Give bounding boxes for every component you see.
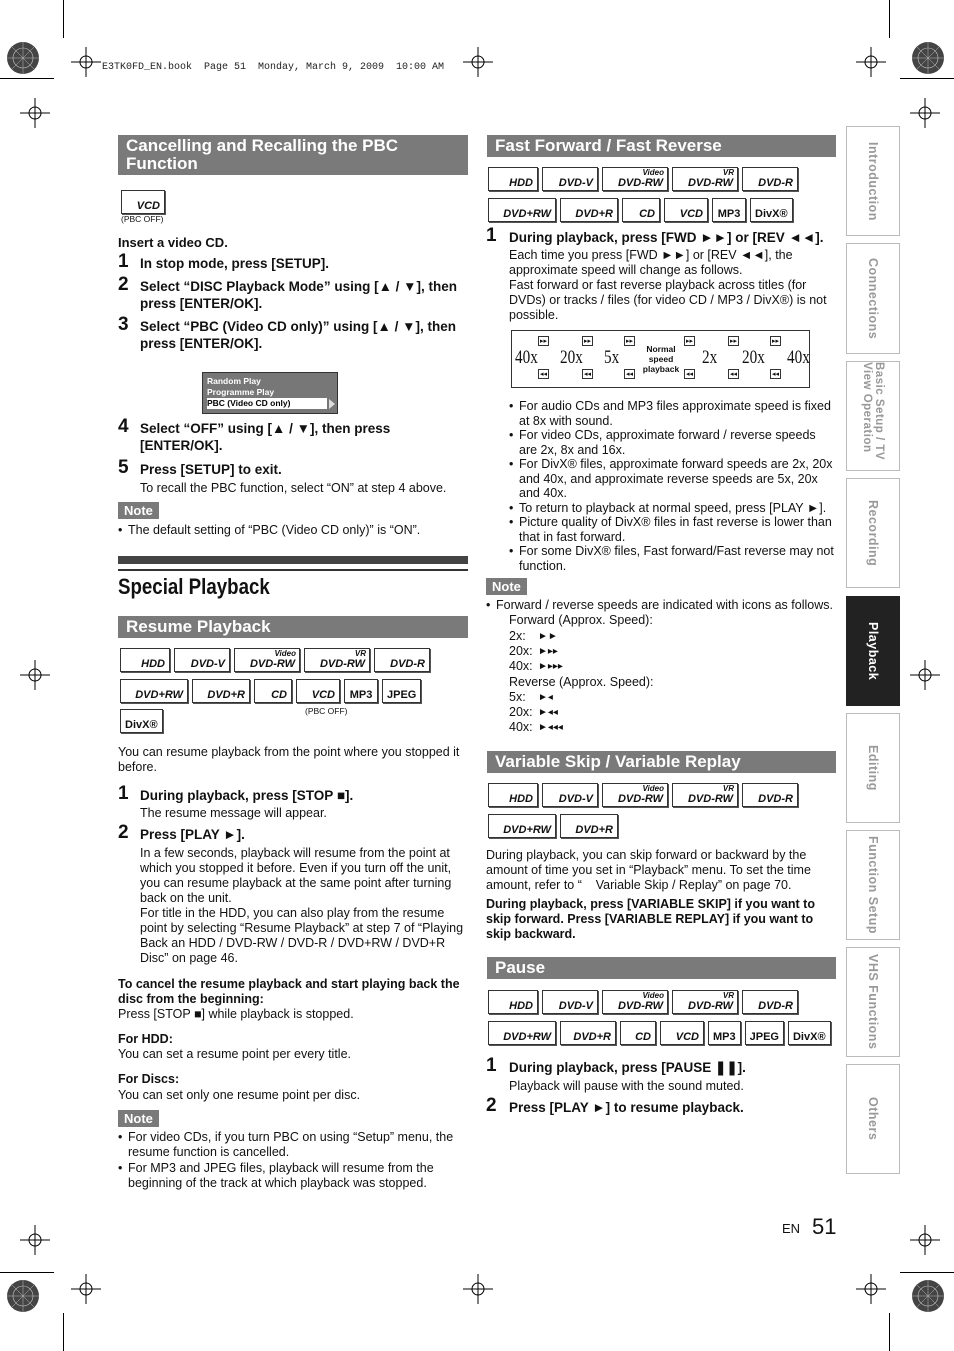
pause-badges-row2 bbox=[488, 1021, 831, 1045]
sunburst-icon bbox=[910, 40, 946, 76]
pbc-step5: Press [SETUP] to exit. bbox=[140, 462, 282, 477]
speed-40x-fwd: 40x bbox=[787, 347, 810, 368]
fast-reverse-icon: ◂◂ bbox=[540, 371, 548, 378]
fast-forward-icon: ▸▸ bbox=[772, 338, 780, 345]
resume-step1: During playback, press [STOP ■]. bbox=[140, 788, 354, 803]
fast-reverse-icon: ◂◂ bbox=[584, 371, 592, 378]
skip-badges-row1 bbox=[488, 783, 798, 807]
ff-note-label: Note bbox=[486, 578, 527, 595]
footer-lang: EN bbox=[782, 1221, 801, 1236]
crosshair-circle-icon bbox=[910, 1225, 940, 1255]
sunburst-icon bbox=[910, 1278, 946, 1314]
fast-reverse-icon: ◂◂ bbox=[730, 371, 738, 378]
resume-step1-num: 1 bbox=[118, 783, 129, 804]
discs-head: For Discs: bbox=[118, 1072, 180, 1086]
speed-diagram bbox=[511, 330, 810, 388]
pbc-note bbox=[118, 523, 468, 538]
mp3-badge: MP3 bbox=[708, 1021, 741, 1045]
dvd-rw-video-badge: Video DVD-RW bbox=[602, 167, 668, 191]
menu-item: Programme Play bbox=[207, 387, 275, 397]
sunburst-icon bbox=[5, 1278, 41, 1314]
pbc-intro: Insert a video CD. bbox=[118, 235, 228, 250]
rev-20x-label: 20x: bbox=[509, 705, 533, 719]
dvd-plus-r-badge: DVD+R bbox=[560, 1021, 616, 1045]
crosshair-circle-icon bbox=[856, 47, 886, 77]
cd-badge: CD bbox=[622, 198, 660, 222]
bullet-item: • For video CDs, approximate forward / reverse speeds are 2x, 8x and 16x. bbox=[509, 428, 835, 457]
dvd-r-badge: DVD-R bbox=[374, 648, 430, 672]
dvd-plus-rw-badge: DVD+RW bbox=[120, 679, 188, 703]
tab-playback[interactable]: Playback bbox=[846, 596, 900, 706]
dvd-rw-video-badge: Video DVD-RW bbox=[234, 648, 300, 672]
resume-step2: Press [PLAY ►]. bbox=[140, 827, 245, 842]
dvd-r-badge: DVD-R bbox=[742, 990, 798, 1014]
skip-badges-row2 bbox=[488, 814, 618, 838]
fast-forward-icon: ►▸▸▸ bbox=[538, 661, 563, 672]
dvd-plus-rw-badge: DVD+RW bbox=[488, 814, 556, 838]
pause-step2: Press [PLAY ►] to resume playback. bbox=[509, 1100, 744, 1115]
ff-badges-row2 bbox=[488, 198, 793, 222]
tab-connections[interactable]: Connections bbox=[846, 243, 900, 354]
menu-item: Random Play bbox=[207, 376, 261, 386]
ff-section-title: Fast Forward / Fast Reverse bbox=[487, 135, 836, 157]
mp3-badge: MP3 bbox=[344, 679, 378, 703]
speed-5x-rev: 5x bbox=[604, 347, 620, 368]
dvd-plus-rw-badge: DVD+RW bbox=[488, 1021, 556, 1045]
fwd-2x-label: 2x: bbox=[509, 629, 526, 643]
ff-bullets bbox=[509, 399, 835, 573]
dvd-plus-r-badge: DVD+R bbox=[192, 679, 250, 703]
speed-2x-fwd: 2x bbox=[702, 347, 718, 368]
fast-reverse-icon: ◂◂ bbox=[686, 371, 694, 378]
hdd-badge: HDD bbox=[488, 990, 538, 1014]
dvd-rw-video-badge: Video DVD-RW bbox=[602, 783, 668, 807]
ff-step1: During playback, press [FWD ►►] or [REV ◄◄]. bbox=[509, 230, 824, 245]
sunburst-icon bbox=[5, 40, 41, 76]
tab-vhs-functions[interactable]: VHS Functions bbox=[846, 947, 900, 1057]
jpeg-badge: JPEG bbox=[745, 1021, 784, 1045]
dvd-r-badge: DVD-R bbox=[742, 167, 798, 191]
mp3-badge: MP3 bbox=[712, 198, 746, 222]
rev-speeds-head: Reverse (Approx. Speed): bbox=[509, 675, 654, 689]
hdd-badge: HDD bbox=[120, 648, 170, 672]
menu-item-selected: PBC (Video CD only) bbox=[207, 398, 327, 409]
bullet-item: • For DivX® files, approximate forward speeds are 2x, 20x and 40x, and approximate reverse speeds are 5x, 20x and 40x. bbox=[509, 457, 835, 501]
resume-step1-sub: The resume message will appear. bbox=[140, 806, 327, 820]
speed-40x-rev: 40x bbox=[515, 347, 538, 368]
pause-step1-num: 1 bbox=[486, 1055, 497, 1076]
divider bbox=[118, 556, 468, 564]
crosshair-circle-icon bbox=[856, 1274, 886, 1304]
fwd-speeds-head: Forward (Approx. Speed): bbox=[509, 613, 653, 627]
tab-recording[interactable]: Recording bbox=[846, 478, 900, 588]
pbc-step3-num: 3 bbox=[118, 314, 129, 335]
ff-step1-sub: Each time you press [FWD ►►] or [REV ◄◄], the approximate speed will change as follows. Fast forward or fast reverse playback across titles (for DVDs) or tracks / files (for video CD / MP3 / DivX®) is not possible. bbox=[509, 248, 827, 322]
resume-section-title: Resume Playback bbox=[118, 616, 468, 638]
note-item: • Forward / reverse speeds are indicated with icons as follows. bbox=[486, 598, 836, 613]
dvd-v-badge: DVD-V bbox=[174, 648, 230, 672]
fwd-40x-label: 40x: bbox=[509, 659, 533, 673]
jpeg-badge: JPEG bbox=[382, 679, 421, 703]
vcd-badge: VCD bbox=[660, 1021, 704, 1045]
hdd-text: You can set a resume point per every title. bbox=[118, 1047, 352, 1061]
pbc-step2: Select “DISC Playback Mode” using [▲ / ▼], then press [ENTER/OK]. bbox=[140, 279, 458, 311]
cancel-head: To cancel the resume playback and start playing back the disc from the beginning: bbox=[118, 977, 460, 1006]
rev-5x-label: 5x: bbox=[509, 690, 526, 704]
bullet-item: • Picture quality of DivX® files in fast reverse is lower than that in fast forward. bbox=[509, 515, 835, 544]
dvd-rw-vr-badge: VR DVD-RW bbox=[672, 990, 738, 1014]
dvd-r-badge: DVD-R bbox=[742, 783, 798, 807]
pbc-section-title: Cancelling and Recalling the PBC Function bbox=[118, 135, 468, 175]
fast-forward-icon: ►► bbox=[538, 631, 558, 642]
crosshair-circle-icon bbox=[910, 660, 940, 690]
bullet-item: • To return to playback at normal speed, press [PLAY ►]. bbox=[509, 501, 835, 516]
resume-step2-num: 2 bbox=[118, 822, 129, 843]
fast-forward-icon: ▸▸ bbox=[730, 338, 738, 345]
crosshair-circle-icon bbox=[910, 98, 940, 128]
pbc-badges bbox=[121, 190, 165, 214]
speed-20x-rev: 20x bbox=[560, 347, 583, 368]
bullet-item: • For audio CDs and MP3 files approximate speed is fixed at 8x with sound. bbox=[509, 399, 835, 428]
tab-basic-setup[interactable]: Basic Setup / TV View Operation bbox=[846, 361, 900, 471]
fast-forward-icon: ▸▸ bbox=[626, 338, 634, 345]
pbc-step1: In stop mode, press [SETUP]. bbox=[140, 256, 330, 271]
dvd-rw-video-badge: Video DVD-RW bbox=[602, 990, 668, 1014]
skip-section-title: Variable Skip / Variable Replay bbox=[487, 751, 836, 773]
pbc-step4-num: 4 bbox=[118, 416, 129, 437]
pbc-note-label: Note bbox=[118, 502, 159, 519]
special-title: Special Playback bbox=[118, 574, 270, 599]
tab-others[interactable]: Others bbox=[846, 1064, 900, 1174]
resume-badges-row1 bbox=[120, 648, 430, 672]
tab-introduction[interactable]: Introduction bbox=[846, 126, 900, 236]
fast-forward-icon: ▸▸ bbox=[540, 338, 548, 345]
bullet-item: • For some DivX® files, Fast forward/Fast reverse may not function. bbox=[509, 544, 835, 573]
cancel-text: Press [STOP ■] while playback is stopped. bbox=[118, 1007, 354, 1021]
crosshair-circle-icon bbox=[20, 1225, 50, 1255]
dvd-plus-r-badge: DVD+R bbox=[560, 814, 618, 838]
pbc-menu bbox=[202, 372, 338, 414]
crosshair-circle-icon bbox=[20, 660, 50, 690]
pbc-step4: Select “OFF” using [▲ / ▼], then press [ENTER/OK]. bbox=[140, 421, 391, 453]
crosshair-circle-icon bbox=[20, 98, 50, 128]
divx-badge: DivX® bbox=[120, 709, 163, 733]
dvd-plus-r-badge: DVD+R bbox=[560, 198, 618, 222]
pause-badges-row1 bbox=[488, 990, 798, 1014]
crosshair-circle-icon bbox=[463, 47, 493, 77]
fast-reverse-icon: ►◂ bbox=[538, 692, 553, 703]
pbc-step5-num: 5 bbox=[118, 457, 129, 478]
fast-forward-icon: ▸▸ bbox=[686, 338, 694, 345]
resume-notes bbox=[118, 1130, 468, 1190]
dvd-rw-vr-badge: VR DVD-RW bbox=[304, 648, 370, 672]
tab-editing[interactable]: Editing bbox=[846, 713, 900, 823]
vcd-caption: (PBC OFF) bbox=[121, 214, 164, 224]
pause-step2-num: 2 bbox=[486, 1095, 497, 1116]
ff-note bbox=[486, 598, 836, 613]
hdd-badge: HDD bbox=[488, 167, 538, 191]
fwd-20x-label: 20x: bbox=[509, 644, 533, 658]
note-item: • The default setting of “PBC (Video CD only)” is “ON”. bbox=[118, 523, 468, 538]
pause-step1: During playback, press [PAUSE ❚❚]. bbox=[509, 1060, 746, 1075]
cd-badge: CD bbox=[620, 1021, 656, 1045]
vcd-badge: VCD bbox=[664, 198, 708, 222]
discs-text: You can set only one resume point per disc. bbox=[118, 1088, 361, 1102]
crosshair-circle-icon bbox=[463, 1274, 493, 1304]
pbc-step3: Select “PBC (Video CD only)” using [▲ / ▼], then press [ENTER/OK]. bbox=[140, 319, 456, 351]
fast-reverse-icon: ►◂◂ bbox=[538, 707, 558, 718]
normal-speed-label: Normal speed playback bbox=[642, 344, 680, 374]
dvd-v-badge: DVD-V bbox=[542, 990, 598, 1014]
ff-badges-row1 bbox=[488, 167, 798, 191]
file-info: E3TK0FD_EN.book Page 51 Monday, March 9, 2009 10:00 AM bbox=[102, 62, 445, 73]
skip-intro: During playback, you can skip forward or backward by the amount of time you set in “Playback” menu. To set the time amount, refer to “ Variable Skip / Replay” on page 70. bbox=[486, 848, 815, 892]
vcd-caption: (PBC OFF) bbox=[305, 706, 348, 716]
note-item: • For MP3 and JPEG files, playback will resume from the beginning of the track at which playback was stopped. bbox=[118, 1161, 468, 1190]
pause-section-title: Pause bbox=[487, 957, 836, 979]
vcd-badge: VCD bbox=[121, 190, 165, 214]
chevron-right-icon bbox=[329, 399, 335, 409]
crosshair-circle-icon bbox=[71, 1274, 101, 1304]
dvd-v-badge: DVD-V bbox=[542, 783, 598, 807]
tab-function-setup[interactable]: Function Setup bbox=[846, 830, 900, 940]
fast-forward-icon: ►▸▸ bbox=[538, 646, 558, 657]
fast-reverse-icon: ◂◂ bbox=[772, 371, 780, 378]
page-number: 51 bbox=[812, 1214, 837, 1239]
ff-step1-num: 1 bbox=[486, 225, 497, 246]
pbc-step5-sub: To recall the PBC function, select “ON” at step 4 above. bbox=[140, 481, 447, 495]
dvd-v-badge: DVD-V bbox=[542, 167, 598, 191]
crosshair-circle-icon bbox=[71, 47, 101, 77]
cd-badge: CD bbox=[254, 679, 292, 703]
resume-intro: You can resume playback from the point where you stopped it before. bbox=[118, 745, 460, 774]
fast-reverse-icon: ►◂◂◂ bbox=[538, 722, 563, 733]
hdd-badge: HDD bbox=[488, 783, 538, 807]
resume-step2-sub: In a few seconds, playback will resume from the point at which you stopped it before. Even if you turn off the unit, you can resume playback at the same point after turning back on the unit. For title in the HDD, you can also play from the resume point by selecting “Resume Playback” at step 7 of “Playing Back an HDD / DVD-RW / DVD-R / DVD+RW / DVD+R Disc” on page 46. bbox=[140, 846, 464, 965]
resume-note-label: Note bbox=[118, 1110, 159, 1127]
resume-badges-row3 bbox=[120, 709, 163, 733]
note-item: • For video CDs, if you turn PBC on using “Setup” menu, the resume function is cancelled. bbox=[118, 1130, 468, 1159]
divx-badge: DivX® bbox=[788, 1021, 831, 1045]
vcd-badge: VCD bbox=[296, 679, 340, 703]
speed-20x-fwd: 20x bbox=[742, 347, 765, 368]
divider bbox=[118, 569, 468, 571]
pause-step1-sub: Playback will pause with the sound muted. bbox=[509, 1079, 744, 1093]
pbc-step2-num: 2 bbox=[118, 274, 129, 295]
hdd-head: For HDD: bbox=[118, 1032, 173, 1046]
divx-badge: DivX® bbox=[750, 198, 793, 222]
resume-badges-row2 bbox=[120, 679, 421, 703]
pbc-step1-num: 1 bbox=[118, 251, 129, 272]
fast-forward-icon: ▸▸ bbox=[584, 338, 592, 345]
rev-40x-label: 40x: bbox=[509, 720, 533, 734]
dvd-plus-rw-badge: DVD+RW bbox=[488, 198, 556, 222]
dvd-rw-vr-badge: VR DVD-RW bbox=[672, 167, 738, 191]
dvd-rw-vr-badge: VR DVD-RW bbox=[672, 783, 738, 807]
fast-reverse-icon: ◂◂ bbox=[626, 371, 634, 378]
skip-bold: During playback, press [VARIABLE SKIP] if you want to skip forward. Press [VARIABLE REPLAY] if you want to skip backward. bbox=[486, 897, 815, 941]
